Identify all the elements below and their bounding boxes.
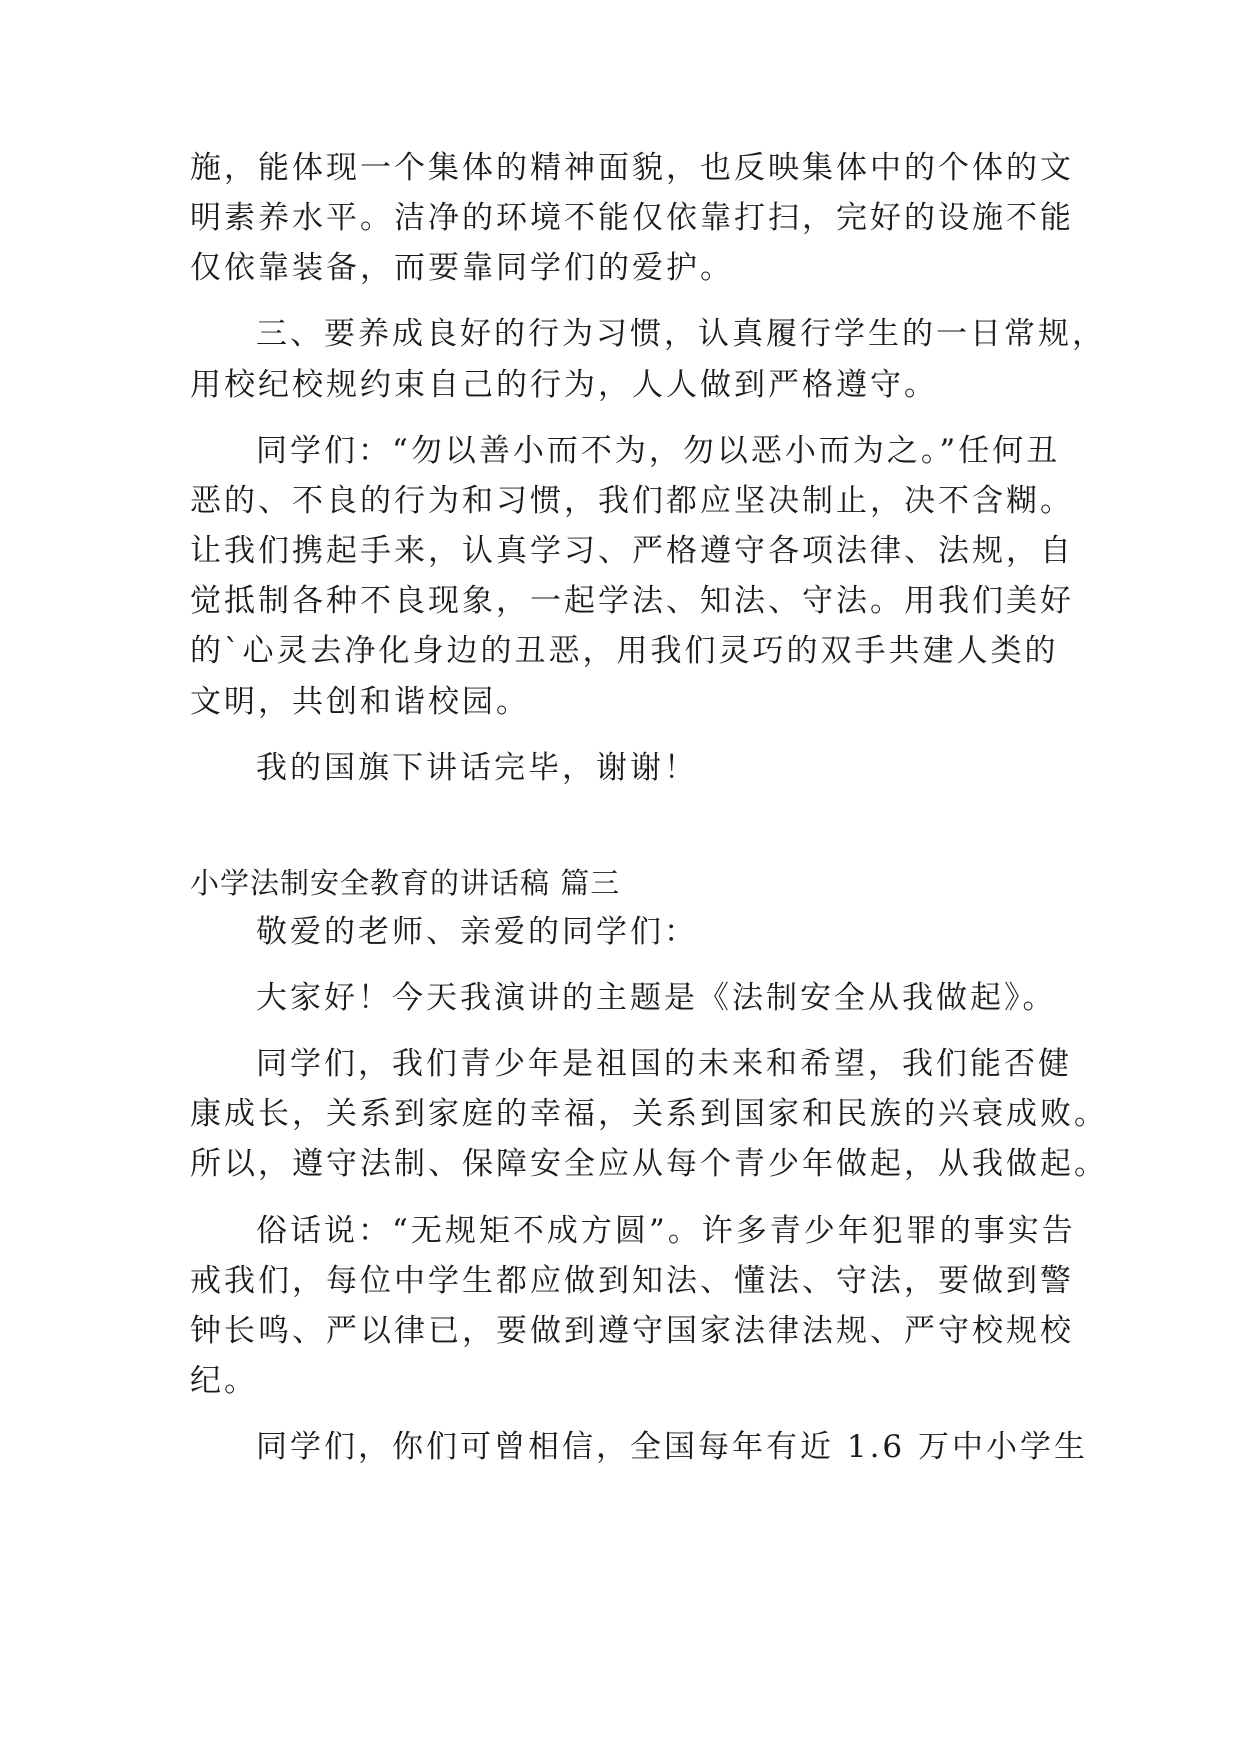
paragraph-line: 钟长鸣、严以律已，要做到遵守国家法律法规、严守校规校 — [190, 1313, 1074, 1349]
paragraph-line: 恶的、不良的行为和习惯，我们都应坚决制止，决不含糊。 — [190, 483, 1074, 519]
paragraph-line: 俗话说：“无规矩不成方圆”。许多青少年犯罪的事实告 — [256, 1213, 1076, 1249]
paragraph-line: 同学们，你们可曾相信，全国每年有近 1.6 万中小学生 — [256, 1429, 1089, 1465]
paragraph-line: 的`心灵去净化身边的丑恶，用我们灵巧的双手共建人类的 — [190, 633, 1059, 669]
paragraph-line: 让我们携起手来，认真学习、严格遵守各项法律、法规，自 — [190, 533, 1074, 569]
paragraph-line: 用校纪校规约束自己的行为，人人做到严格遵守。 — [190, 367, 938, 403]
paragraph-line: 三、要养成良好的行为习惯，认真履行学生的一日常规， — [256, 316, 1106, 352]
paragraph-line: 敬爱的老师、亲爱的同学们： — [256, 914, 698, 950]
paragraph-line: 仅依靠装备，而要靠同学们的爱护。 — [190, 250, 734, 286]
section-heading: 小学法制安全教育的讲话稿 篇三 — [190, 866, 621, 900]
paragraph-line: 我的国旗下讲话完毕，谢谢！ — [256, 750, 698, 786]
paragraph-line: 康成长，关系到家庭的幸福，关系到国家和民族的兴衰成败。 — [190, 1096, 1108, 1132]
paragraph-line: 同学们：“勿以善小而不为，勿以恶小而为之。”任何丑 — [256, 433, 1061, 469]
paragraph-line: 明素养水平。洁净的环境不能仅依靠打扫，完好的设施不能 — [190, 200, 1074, 236]
paragraph-line: 大家好！今天我演讲的主题是《法制安全从我做起》。 — [256, 980, 1057, 1016]
paragraph-line: 觉抵制各种不良现象，一起学法、知法、守法。用我们美好 — [190, 583, 1074, 619]
paragraph-line: 同学们，我们青少年是祖国的未来和希望，我们能否健 — [256, 1046, 1072, 1082]
paragraph-line: 施，能体现一个集体的精神面貌，也反映集体中的个体的文 — [190, 150, 1074, 186]
paragraph-line: 文明，共创和谐校园。 — [190, 684, 530, 720]
paragraph-line: 纪。 — [190, 1363, 258, 1399]
paragraph-line: 戒我们，每位中学生都应做到知法、懂法、守法，要做到警 — [190, 1263, 1074, 1299]
paragraph-line: 所以，遵守法制、保障安全应从每个青少年做起，从我做起。 — [190, 1146, 1108, 1182]
